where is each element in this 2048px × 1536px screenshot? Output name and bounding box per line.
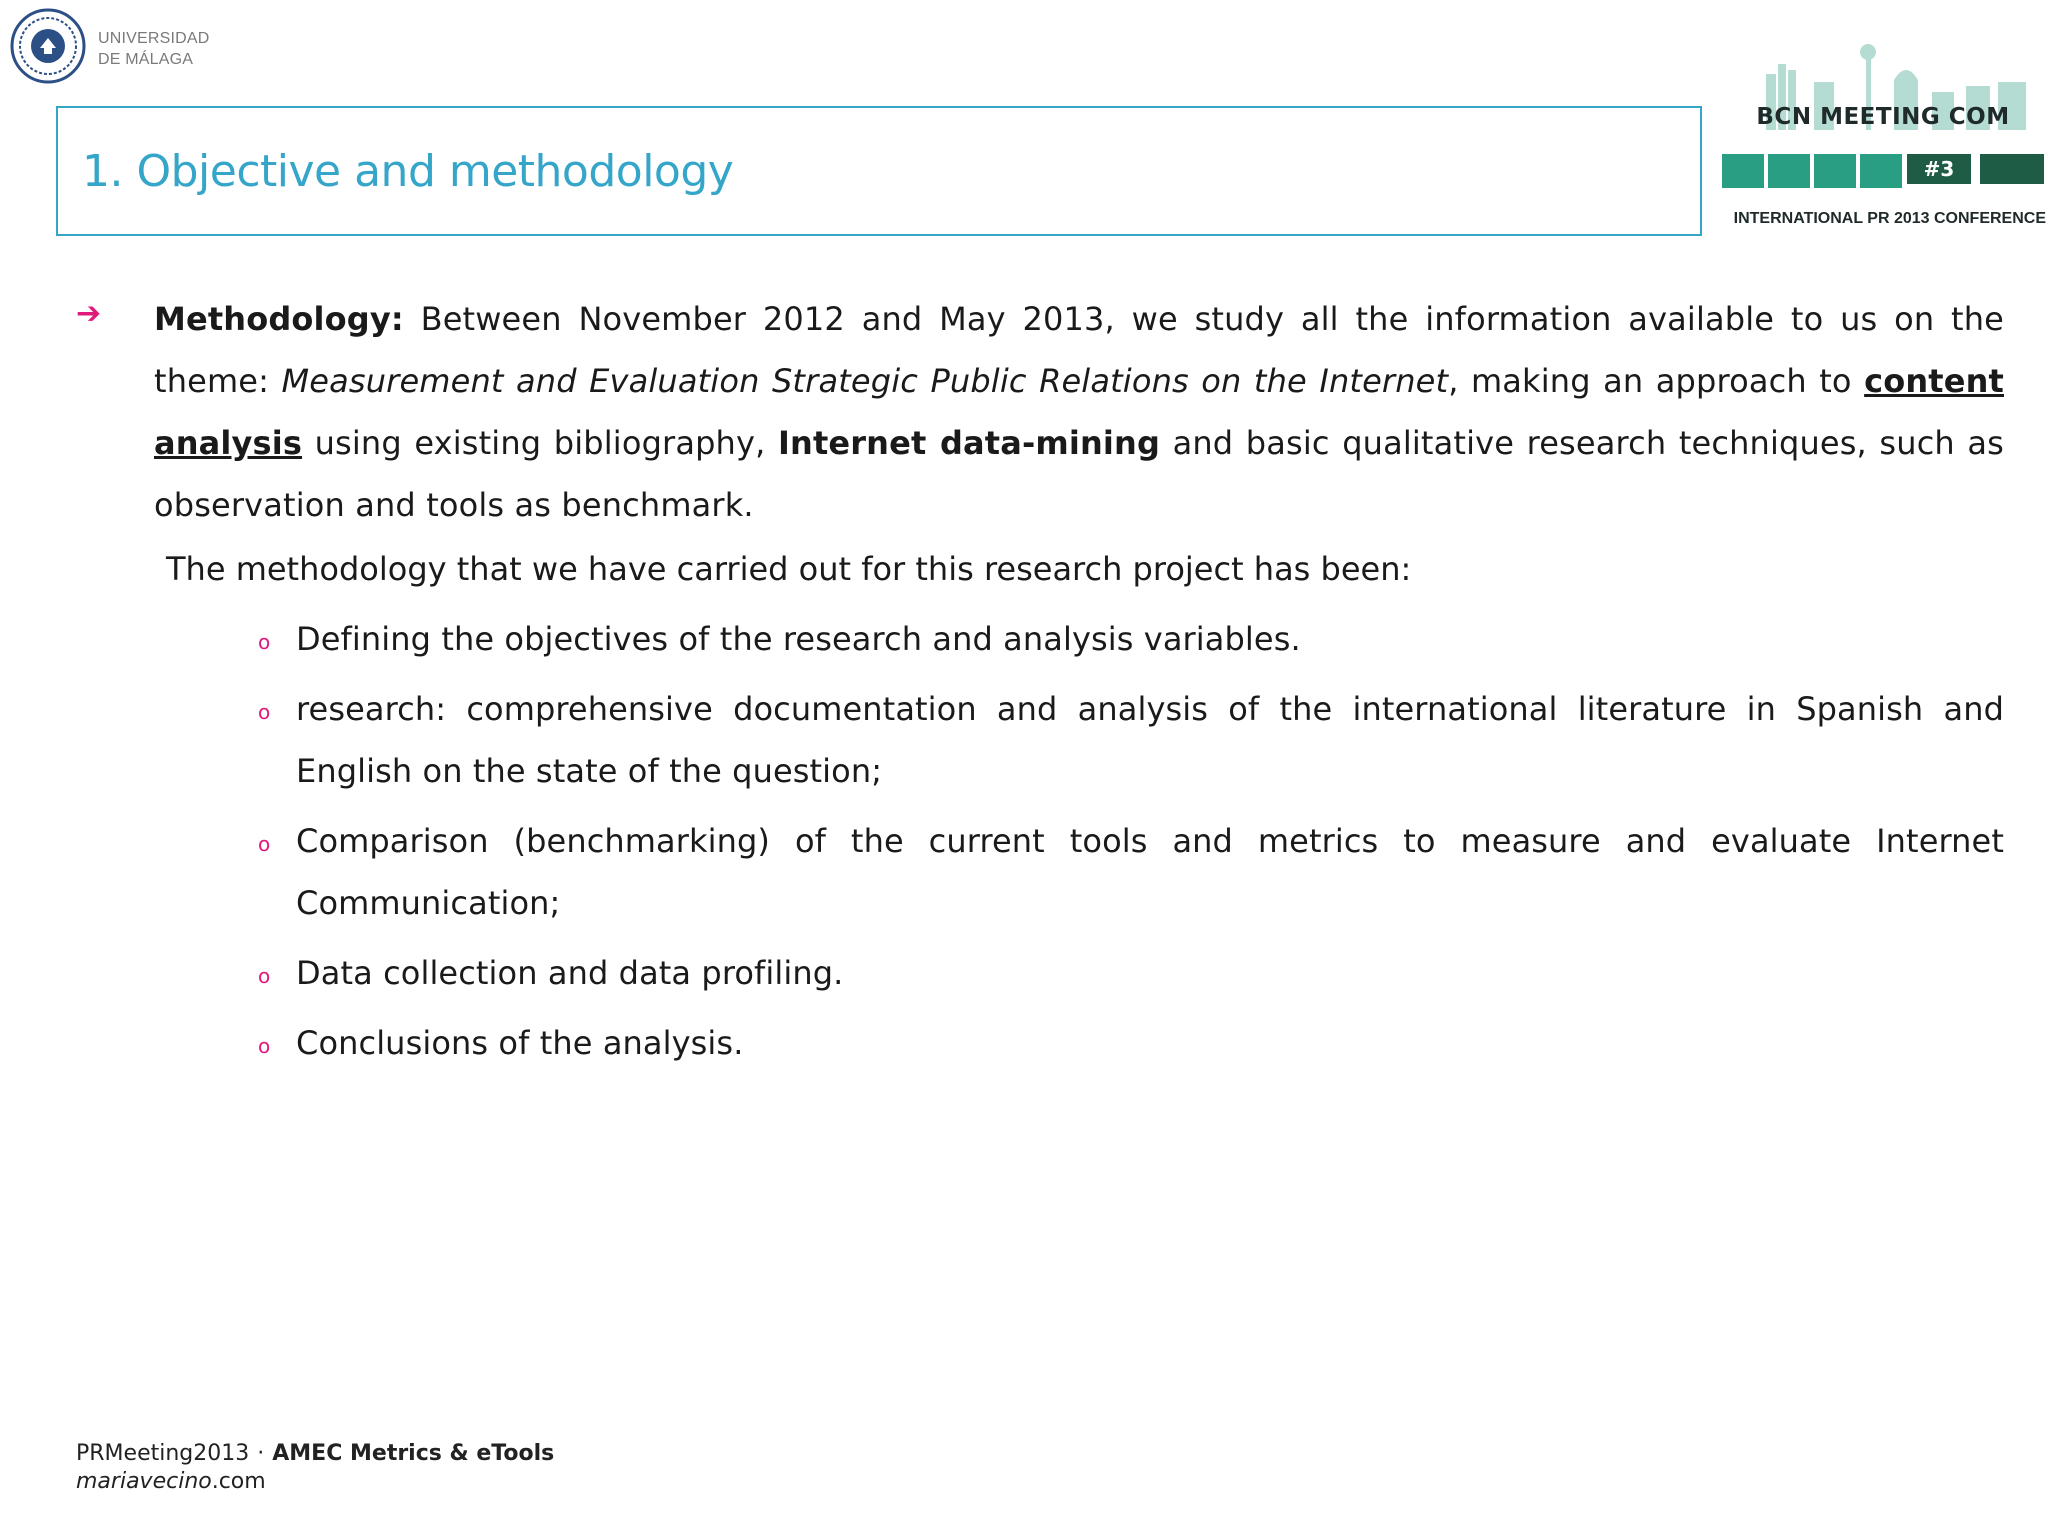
methodology-label: Methodology: — [154, 300, 404, 338]
footer-separator: · — [257, 1441, 265, 1466]
methodology-text-1: Between November 2012 and May 2013, we study all the information available to us on the theme: — [154, 300, 2004, 400]
methodology-theme: Measurement and Evaluation Strategic Public Relations on the Internet — [281, 362, 1449, 400]
footer-website-domain: .com — [211, 1469, 266, 1494]
university-name-line2: DE MÁLAGA — [98, 51, 194, 68]
list-bullet-icon: o — [258, 964, 271, 988]
list-item: Comparison (benchmarking) of the current tools and metrics to measure and evaluate Internet Communication; — [296, 822, 2004, 922]
city-skyline-icon — [1716, 30, 2048, 238]
footer-event: PRMeeting2013 — [76, 1441, 250, 1466]
footer-website[interactable] — [76, 1468, 554, 1496]
data-mining-term: Internet data-mining — [777, 424, 1161, 462]
list-item: research: comprehensive documentation and analysis of the international literature in Spanish and English on the state of the question; — [296, 690, 2004, 790]
page-title: 1. Objective and methodology — [82, 146, 734, 197]
methodology-intro: The methodology that we have carried out for this research project has been: — [166, 550, 1412, 588]
methodology-text-3: using existing bibliography, — [302, 424, 778, 462]
list-bullet-icon: o — [258, 630, 271, 654]
university-name — [98, 28, 210, 70]
list-item: Defining the objectives of the research and analysis variables. — [296, 620, 1301, 658]
methodology-text-4: and basic qualitative research techniques, such as observation and tools as benchmark. — [154, 424, 2005, 524]
list-item: Data collection and data profiling. — [296, 954, 844, 992]
footer-website-name: mariavecino — [76, 1469, 212, 1494]
conference-number: #3 — [1907, 154, 1971, 184]
title-box — [56, 106, 1702, 236]
list-item: Conclusions of the analysis. — [296, 1024, 744, 1062]
content-analysis-term: content analysis — [154, 362, 2004, 462]
conference-name: BCN MEETING COM — [1756, 104, 2010, 130]
university-name-line1: UNIVERSIDAD — [98, 30, 210, 47]
university-logo — [10, 8, 210, 80]
list-bullet-icon: o — [258, 1034, 271, 1058]
list-bullet-icon: o — [258, 700, 271, 724]
footer-topic: AMEC Metrics & eTools — [272, 1441, 555, 1466]
methodology-text-2: , making an approach to — [1448, 362, 1865, 400]
list-bullet-icon: o — [258, 832, 271, 856]
footer — [76, 1440, 554, 1496]
arrow-bullet-icon: ➔ — [76, 296, 102, 331]
conference-logo — [1716, 30, 2048, 238]
university-seal-icon — [10, 8, 86, 84]
methodology-paragraph — [154, 288, 2004, 536]
conference-subtitle: INTERNATIONAL PR 2013 CONFERENCE — [1733, 210, 2046, 227]
footer-line-1 — [76, 1440, 554, 1468]
